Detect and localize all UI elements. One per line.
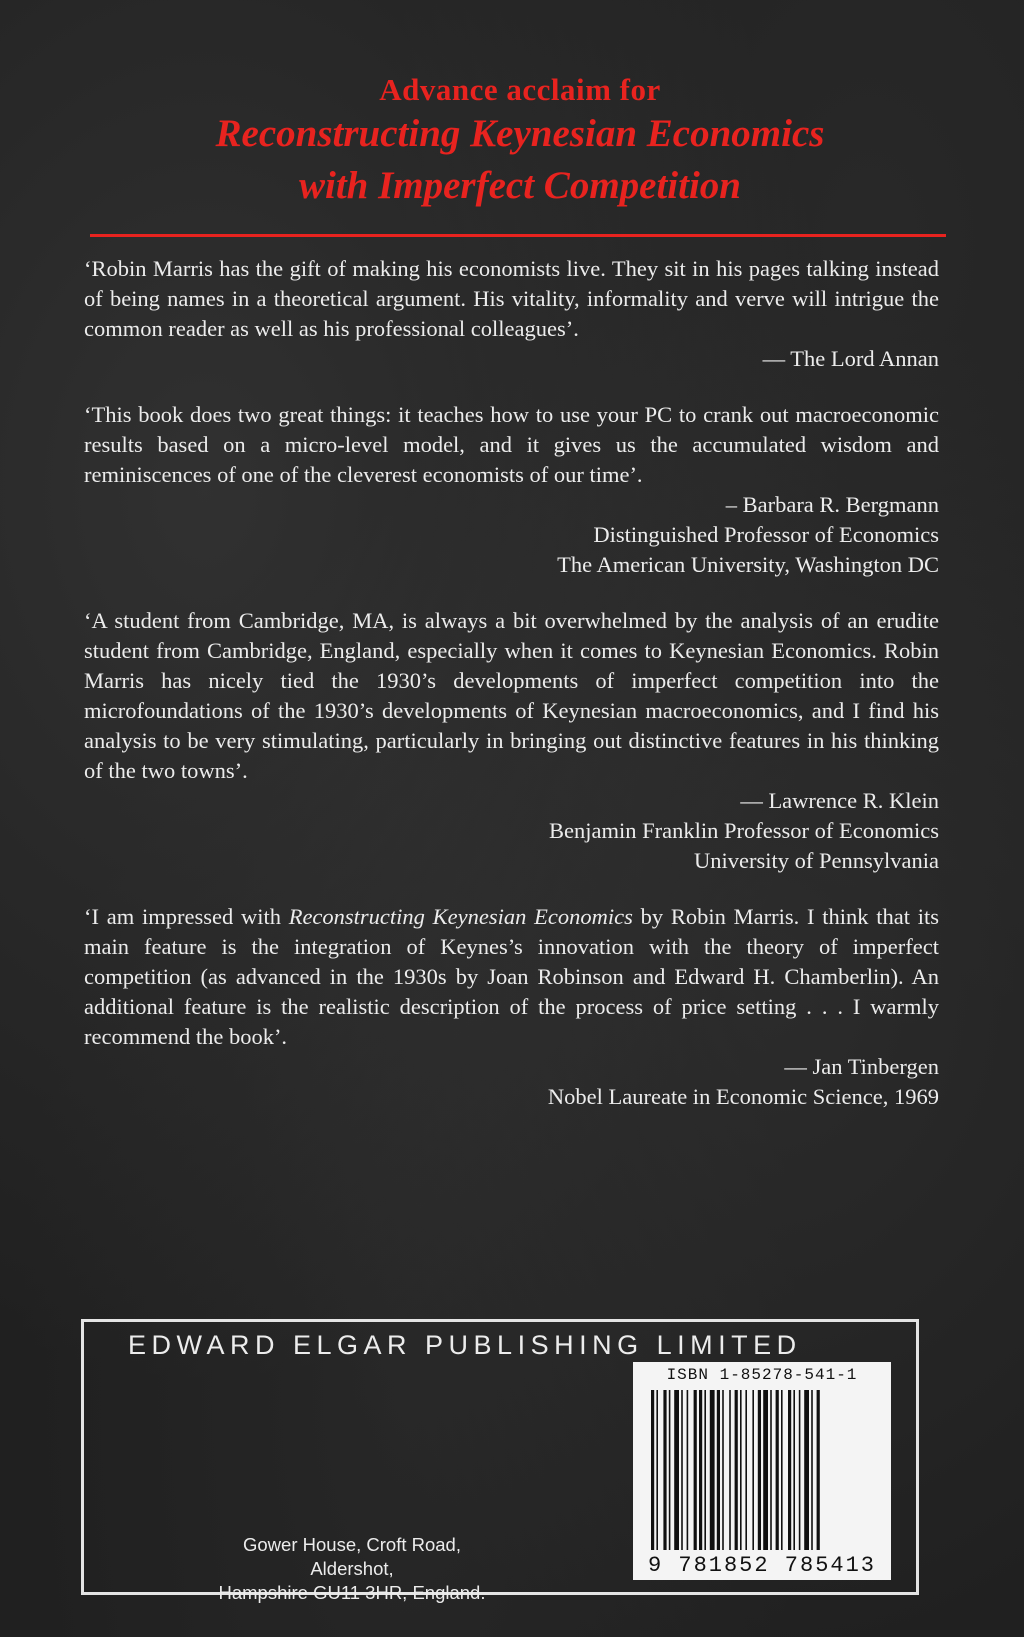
barcode-bar [717,1390,720,1550]
barcode-bar [694,1390,697,1550]
barcode-bars [633,1390,891,1550]
barcode-bar [674,1390,679,1550]
isbn-label: ISBN 1-85278-541-1 [666,1366,858,1384]
review-quote [84,902,939,1052]
review-quote-book-title: Reconstructing Keynesian Economics [288,904,633,929]
barcode-bar [758,1390,761,1550]
barcode-bar [799,1390,801,1550]
barcode-bar [722,1390,724,1550]
publisher-name: EDWARD ELGAR PUBLISHING LIMITED [128,1330,802,1360]
ean-number: 9 781852 785413 [647,1553,877,1578]
barcode-bar [704,1390,706,1550]
barcode-bar [770,1390,772,1550]
header-divider [90,234,946,237]
barcode [633,1362,891,1580]
review-quote-rest: by Robin Marris. I think that its main feature is the integration of Keynes’s innovation with the theory of imperfect competition (as advanced in the 1930s by Joan Robinson and Edward H. Chamberlin). An additional feature is the realistic description of the process of price setting . . . I warmly recommend the book’. [84,904,939,1049]
reviewer-affiliation: University of Pennsylvania [694,848,939,873]
reviewer-name: — Lawrence R. Klein [740,788,939,813]
barcode-bar [804,1390,809,1550]
review-bergmann [84,400,939,580]
pre-title: Advance acclaim for [379,72,661,107]
barcode-bar [740,1390,742,1550]
barcode-bar [793,1390,795,1550]
cover-header [60,72,980,212]
review-quote: ‘A student from Cambridge, MA, is always a bit overwhelmed by the analysis of an erudite student from Cambridge, England, especially when it comes to Keynesian Economics. Robin Marris has nicely tied the 1930’s developments of imperfect competition into the microfoundations of the 1930’s developments of Keynesian macroeconomics, and I find his analysis to be very stimulating, particularly in bringing out distinctive features in his thinking of the two towns’. [84,608,939,783]
review-quote: ‘Robin Marris has the gift of making his economists live. They sit in his pages talking instead of being names in a theoretical argument. His vitality, informality and verve will intrigue the common reader as well as his professional colleagues’. [84,256,939,341]
barcode-bar [699,1390,702,1550]
barcode-bar [735,1390,738,1550]
barcode-bar [745,1390,747,1550]
review-quote: ‘This book does two great things: it teaches how to use your PC to crank out macroeconomic results based on a micro-level model, and it gives us the accumulated wisdom and reminiscences of one of the cleverest economists of our time’. [84,402,939,487]
address-line-1: Gower House, Croft Road, Aldershot, [243,1534,461,1579]
barcode-bar [681,1390,683,1550]
review-quote-open: ‘I am impressed with [84,904,289,929]
address-line-2: Hampshire GU11 3HR, England. [218,1582,486,1603]
reviewer-name: — The Lord Annan [762,346,939,371]
review-klein [84,606,939,876]
barcode-bar [776,1390,779,1550]
barcode-bar [763,1390,768,1550]
barcode-bar [663,1390,666,1550]
barcode-bar [669,1390,671,1550]
barcode-bar [817,1390,820,1550]
barcode-bar [752,1390,754,1550]
reviewer-name: – Barbara R. Bergmann [725,492,939,517]
barcode-bar [656,1390,658,1550]
book-title-line-1: Reconstructing Keynesian Economics [215,112,825,155]
book-title-line-2: with Imperfect Competition [298,164,741,207]
review-annan [84,254,939,374]
barcode-bar [729,1390,731,1550]
publisher-box [81,1319,919,1603]
publisher-address [202,1533,502,1605]
barcode-bar [781,1390,783,1550]
reviewer-title: Distinguished Professor of Economics [593,522,939,547]
reviews-section [84,254,939,1138]
review-tinbergen [84,902,939,1112]
reviewer-name: — Jan Tinbergen [784,1054,939,1079]
barcode-bar [710,1390,715,1550]
reviewer-affiliation: The American University, Washington DC [557,552,939,577]
barcode-bar [687,1390,689,1550]
reviewer-title: Benjamin Franklin Professor of Economics [549,818,939,843]
barcode-bar [788,1390,791,1550]
barcode-bar [811,1390,813,1550]
barcode-bar [651,1390,654,1550]
reviewer-title: Nobel Laureate in Economic Science, 1969 [547,1084,939,1109]
